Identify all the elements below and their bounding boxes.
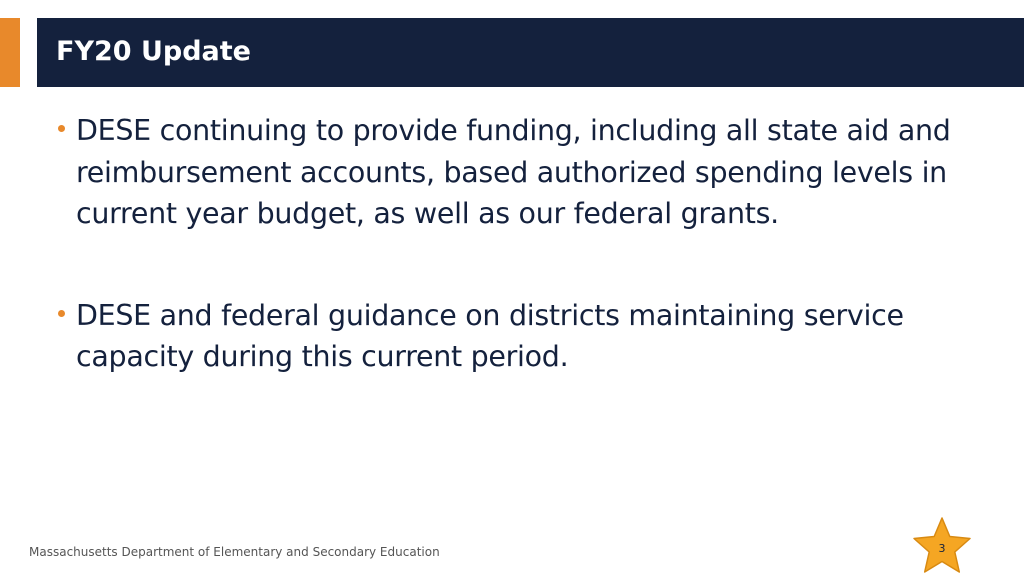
title-accent-bar xyxy=(0,18,20,87)
bullet-item xyxy=(56,295,986,378)
bullet-list xyxy=(56,110,986,378)
footer-organization: Massachusetts Department of Elementary and Secondary Education xyxy=(29,545,440,559)
page-number: 3 xyxy=(938,542,946,555)
bullet-text: DESE continuing to provide funding, including all state aid and reimbursement accounts, based authorized spending levels in current year budget, as well as our federal grants. xyxy=(76,114,951,230)
title-bar xyxy=(37,18,1024,87)
bullet-dot-icon xyxy=(58,310,65,317)
bullet-text: DESE and federal guidance on districts maintaining service capacity during this current period. xyxy=(76,298,904,373)
slide-title: FY20 Update xyxy=(56,36,251,67)
bullet-item xyxy=(56,110,986,235)
bullet-dot-icon xyxy=(58,125,65,132)
